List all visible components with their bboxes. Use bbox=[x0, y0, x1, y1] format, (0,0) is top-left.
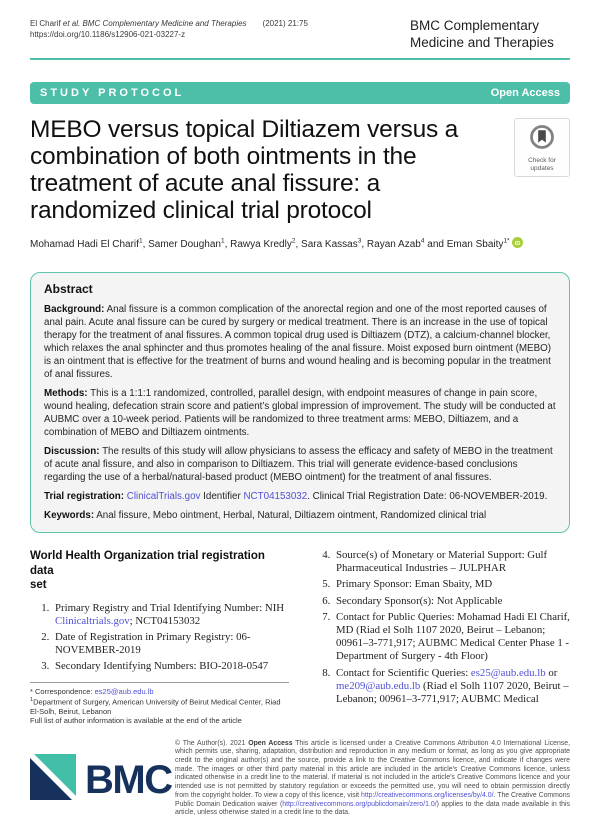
who-item-8: 8. Contact for Scientific Queries: es25@aub.edu.lb or me209@aub.edu.lb (Riad el Solh 1107 2020, Beirut – Lebanon; 00961–3-771,917; AUBMC Medical bbox=[333, 667, 570, 707]
who-registration-section bbox=[30, 549, 570, 726]
abstract-discussion: Discussion: The results of this study will allow physicians to assess the efficacy and safety of MEBO in the treatment of acute anal fissure, and also in comparison to Diltiazem. This trial will generate evidence-based conclusions regarding the use of a herbal/natural-based product (MEBO ointment) for the treatment of anal fissures. bbox=[44, 446, 553, 483]
check-badge-label: Check for updates bbox=[528, 157, 556, 172]
nct-id-link[interactable]: NCT04153032 bbox=[243, 491, 308, 502]
author-name: Rawya Kredly bbox=[230, 239, 292, 250]
cc-by-license-link[interactable]: http://creativecommons.org/licenses/by/4.0/ bbox=[361, 791, 494, 799]
citation-line bbox=[30, 18, 308, 29]
scientific-query-email-link-1[interactable]: es25@aub.edu.lb bbox=[470, 666, 546, 679]
bmc-logo bbox=[30, 738, 175, 818]
page-header bbox=[30, 18, 570, 51]
who-item-2: 2. Date of Registration in Primary Registry: 06-NOVEMBER-2019 bbox=[52, 631, 289, 657]
abstract-keywords: Keywords: Anal fissure, Mebo ointment, Herbal, Natural, Diltiazem ointment, Randomized clinical trial bbox=[44, 510, 487, 521]
header-divider bbox=[30, 58, 570, 60]
who-item-3: 3. Secondary Identifying Numbers: BIO-2018-0547 bbox=[52, 660, 289, 673]
citation-block bbox=[30, 18, 308, 40]
clinicaltrials-link[interactable]: ClinicalTrials.gov bbox=[126, 491, 201, 502]
citation-issue: (2021) 21:75 bbox=[262, 19, 308, 28]
right-column bbox=[311, 549, 570, 726]
journal-name: BMC Complementary Medicine and Therapies bbox=[410, 18, 554, 50]
who-item-5: 5. Primary Sponsor: Eman Sbaity, MD bbox=[333, 578, 570, 591]
footnote-divider bbox=[30, 682, 289, 683]
bmc-wordmark: BMC bbox=[85, 757, 172, 802]
orcid-icon[interactable] bbox=[512, 237, 523, 251]
scientific-query-email-link-2[interactable]: me209@aub.edu.lb bbox=[336, 679, 421, 692]
author-name: Mohamad Hadi El Charif bbox=[30, 239, 139, 250]
author-info-note: Full list of author information is available at the end of the article bbox=[30, 716, 242, 726]
correspondence-footnote bbox=[30, 677, 289, 726]
author-name: Samer Doughan bbox=[148, 239, 221, 250]
check-for-updates-badge[interactable] bbox=[514, 118, 570, 177]
article-title: MEBO versus topical Diltiazem versus a combination of both ointments in the treatment of acute anal fissure: a randomized clinical trial protocol bbox=[30, 116, 459, 224]
who-item-7: 7. Contact for Public Queries: Mohamad Hadi El Charif, MD (Riad el Solh 1107 2020, Beirut – Lebanon; 00961–3-771,917; AUBMC Medical Center Phase 1 - Department of Surgery - 4th Floor) bbox=[333, 611, 570, 664]
who-list-items-1-3 bbox=[34, 602, 289, 677]
page-footer bbox=[30, 738, 570, 818]
left-column bbox=[30, 549, 289, 726]
affiliation-line: $^1$Department of Surgery, American University of Beirut Medical Center, Riad El-Solh, Beirut, Lebanon bbox=[30, 696, 281, 716]
abstract-heading: Abstract bbox=[44, 282, 93, 296]
abstract-trial-registration: Trial registration: ClinicalTrials.gov Identifier NCT04153032. Clinical Trial Registration Date: 06-NOVEMBER-2019. bbox=[44, 491, 548, 502]
crossmark-icon bbox=[529, 137, 555, 154]
open-access-label: Open Access bbox=[490, 87, 560, 99]
correspondence-line: * Correspondence: es25@aub.edu.lb bbox=[30, 686, 154, 696]
authors-line: Mohamad Hadi El Charif$^1$, Samer Doughan$^1$, Rawya Kredly$^2$, Sara Kassas$^3$, Rayan Azab$^4$ and Eman Sbaity$^{1*}$ iD bbox=[30, 237, 570, 251]
abstract-box bbox=[30, 272, 570, 533]
article-type-banner bbox=[30, 82, 570, 104]
author-name: Sara Kassas bbox=[301, 239, 358, 250]
title-row bbox=[30, 116, 570, 224]
who-item-4: 4. Source(s) of Monetary or Material Support: Gulf Pharmaceutical Industries – JULPHAR bbox=[333, 549, 570, 575]
article-type-label: STUDY PROTOCOL bbox=[40, 87, 185, 99]
svg-text:iD: iD bbox=[514, 240, 521, 247]
abstract-methods: Methods: This is a 1:1:1 randomized, controlled, parallel design, with endpoint measures of change in pain score, wound healing, defecation strain score and patient’s global impression of improvement. The study will be conducted at AUBMC over a 10-week period. Patients will be randomized to three treatment arms: MEBO, Diltiazem, and a combination of MEBO and Diltiazem ointments. bbox=[44, 388, 556, 438]
doi-text: https://doi.org/10.1186/s12906-021-03227-z bbox=[30, 30, 186, 39]
author-name: Eman Sbaity bbox=[446, 239, 504, 250]
who-item-6: 6. Secondary Sponsor(s): Not Applicable bbox=[333, 595, 570, 608]
who-list-items-4-8 bbox=[315, 549, 570, 709]
bmc-logo-icon bbox=[30, 754, 76, 805]
clinicaltrials-link[interactable]: Clinicaltrials.gov bbox=[55, 614, 130, 627]
correspondence-email-link[interactable]: es25@aub.edu.lb bbox=[94, 686, 154, 696]
citation-author: El Charif bbox=[30, 19, 63, 28]
who-section-heading: World Health Organization trial registration data set bbox=[30, 550, 265, 591]
abstract-background: Background: Anal fissure is a common complication of the anorectal region and one of the most reported causes of anal pain. Acute anal fissure can be cured by surgery or medical treatment. There is an increase in the use of topical therapy for the treatment of anal fissures. A common topical drug used is Diltiazem (DTZ), a calcium-channel blocker, which relaxes the anal sphincter and thus promotes healing of the anal fissure. Moist exposed burn ointment (MEBO) is an ointment that is effective for the treatment of burns and wound healing and is becoming popular in the treatment of anal fissures. bbox=[44, 304, 551, 380]
author-name: Rayan Azab bbox=[366, 239, 421, 250]
cc-zero-link[interactable]: http://creativecommons.org/publicdomain/zero/1.0/ bbox=[282, 800, 437, 808]
copyright-notice: © The Author(s). 2021 Open Access This article is licensed under a Creative Commons Attribution 4.0 International License, which permits use, sharing, adaptation, distribution and reproduction in any medium or format, as long as you give appropriate credit to the original author(s) and the source, provide a link to the Creative Commons licence, and indicate if changes were made. The images or other third party material in this article are included in the article's Creative Commons licence, unless indicated otherwise in a credit line to the material. If material is not included in the article's Creative Commons licence and your intended use is not permitted by statutory regulation or exceeds the permitted use, you will need to obtain permission directly from the copyright holder. To view a copy of this licence, visit http://creativecommons.org/licenses/by/4.0/. The Creative Commons Public Domain Dedication waiver (http://creativecommons.org/publicdomain/zero/1.0/) applies to the data made available in this article, unless otherwise stated in a credit line to the data. bbox=[175, 739, 570, 817]
who-item-1: 1. Primary Registry and Trial Identifying Number: NIH Clinicaltrials.gov; NCT04153032 bbox=[52, 602, 289, 628]
citation-journal: et al. BMC Complementary Medicine and Therapies bbox=[62, 19, 247, 28]
